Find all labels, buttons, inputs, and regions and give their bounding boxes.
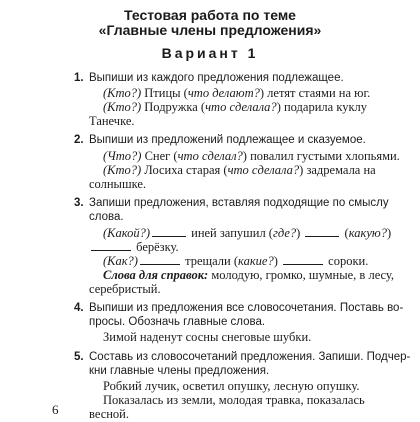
task-sentence: берёзку. (89, 239, 179, 255)
task-number: 4. (74, 301, 84, 314)
task-sentence: (Какой?) иней запушил (где?) (какую?) (103, 225, 392, 240)
task-sentence: (Кто?) Птицы (что делают?) летят стаями на юг. (103, 86, 371, 101)
task-prompt-cont: слова. (89, 211, 124, 224)
task-sentence: (Кто?) Лосиха старая (что сделала?) задремала на (103, 163, 376, 178)
task-prompt: Составь из словосочетаний предложения. Запиши. Подчер- (89, 350, 411, 363)
answer-blank (305, 225, 339, 237)
page-number: 6 (52, 402, 59, 417)
hint-label: Слова для справок: (103, 267, 209, 282)
task-sentence: Танечке. (89, 114, 135, 129)
answer-blank (152, 225, 186, 237)
variant-heading: Вариант 1 (161, 45, 259, 62)
task-sentence: солнышке. (89, 177, 147, 191)
task-sentence: Зимой наденут сосны снеговые шубки. (103, 330, 312, 345)
answer-blank (140, 253, 180, 265)
task-prompt: Запиши предложения, вставляя подходящие по смыслу (89, 197, 389, 210)
page-title: Тестовая работа по теме (124, 7, 296, 23)
answer-blank (91, 239, 131, 251)
hint-words: молодую, громко, шумные, в лесу, (208, 267, 395, 282)
task-number: 2. (74, 134, 84, 147)
task-number: 3. (74, 197, 84, 210)
task-number: 1. (74, 71, 84, 84)
task-prompt: Выпиши из каждого предложения подлежащее. (89, 71, 344, 84)
task-number: 5. (74, 350, 84, 363)
task-sentence: (Что?) Снег (что сделал?) повалил густыми хлопьями. (103, 149, 400, 164)
answer-blank (283, 253, 323, 265)
page-subtitle: «Главные члены предложения» (98, 21, 322, 38)
task-sentence: (Как?) трещали (какие?) сороки. (103, 253, 369, 268)
task-sentence: Робкий лучик, осветил опушку, лесную опушку. (103, 379, 360, 394)
task-sentence: (Кто?) Подружка (что сделала?) подарила куклу (103, 100, 368, 115)
task-sentence: весной. (89, 407, 129, 422)
task-prompt-cont: просы. Обозначь главные слова. (89, 315, 266, 328)
hint-words-cont: серебристый. (89, 281, 161, 296)
task-prompt: Выпиши из предложения все словосочетания. Поставь во- (89, 301, 404, 314)
task-prompt: Выпиши из предложений подлежащее и сказуемое. (89, 134, 366, 147)
task-prompt-cont: кни главные члены предложения. (89, 364, 270, 377)
task-sentence: Показалась из земли, молодая травка, показалась (103, 393, 365, 408)
